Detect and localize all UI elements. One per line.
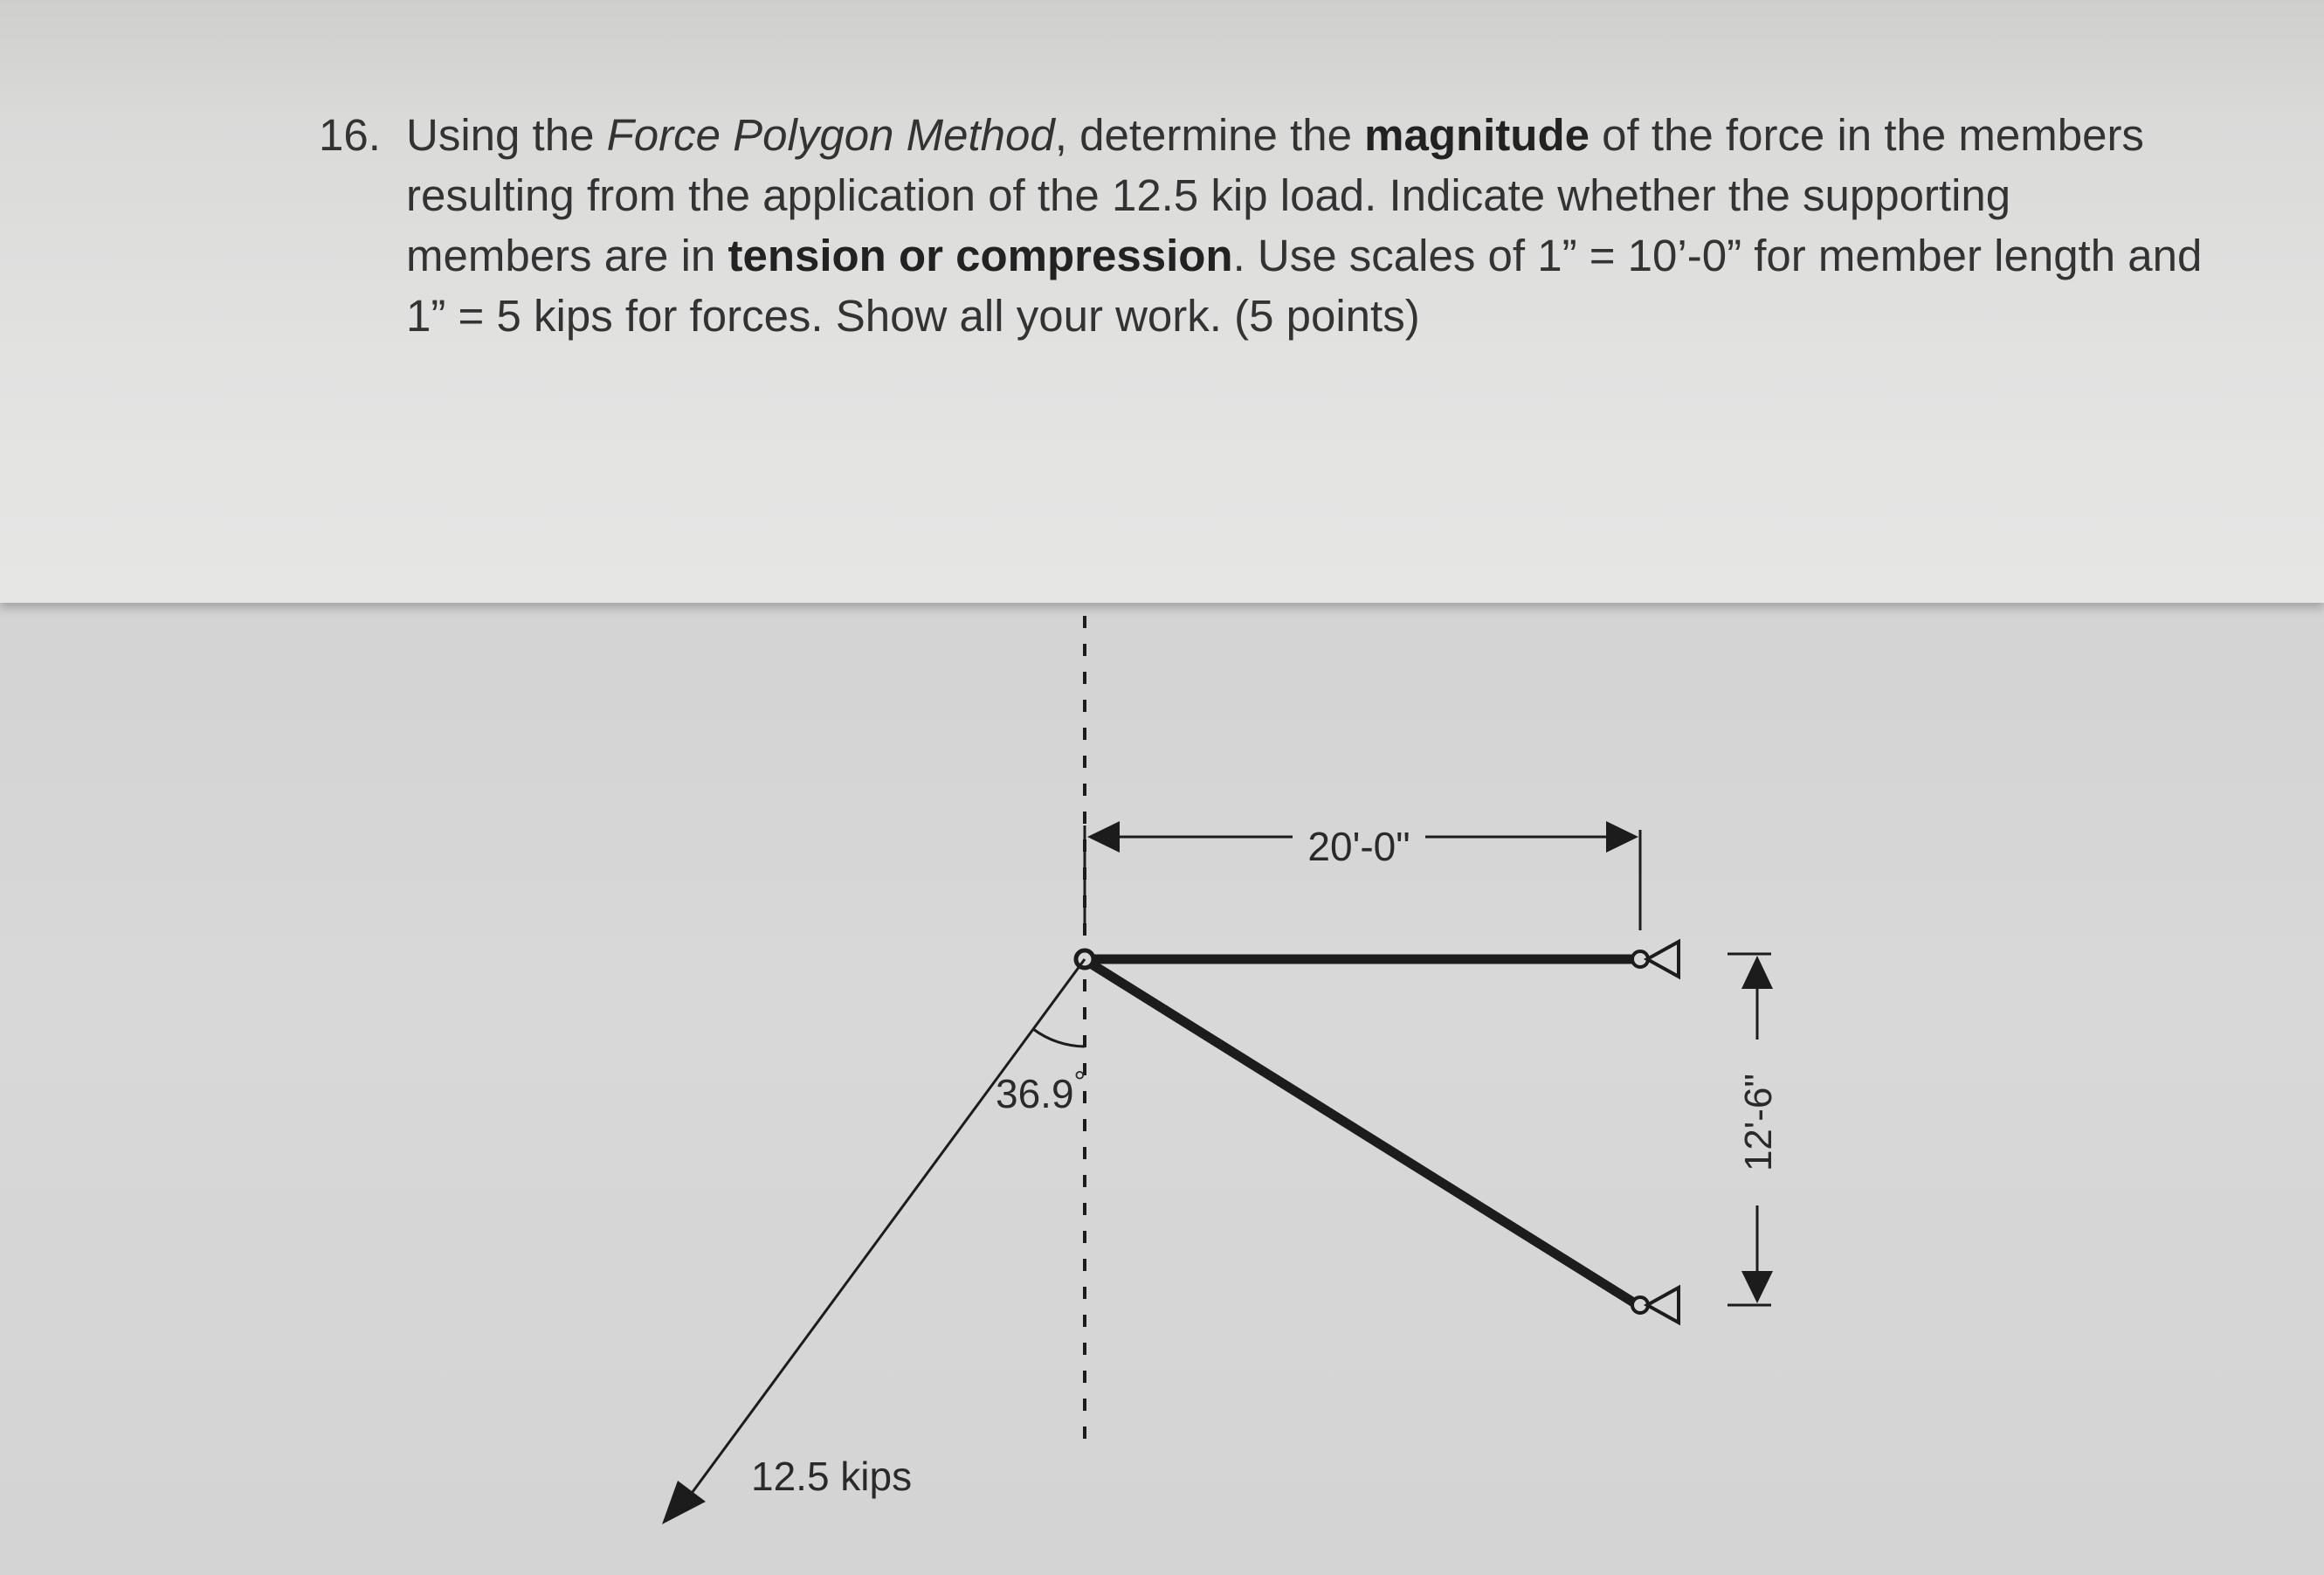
angle-label: 36.9° (996, 1066, 1086, 1116)
question-part: of the force in the members resulting from the application of the 12.5 kip load. Indicate whether the supporting members are in (406, 110, 2144, 280)
width-dimension-label: 20'-0" (1307, 824, 1410, 869)
arrowhead-down (1741, 1271, 1773, 1303)
arrowhead-up (1741, 956, 1773, 989)
question-number: 16. (319, 110, 381, 160)
height-dimension-label: 12'-6" (1737, 1073, 1780, 1172)
question-part: , determine the (1054, 110, 1365, 160)
load-label: 12.5 kips (751, 1454, 913, 1499)
question-part-tension-compression: tension or compression (728, 231, 1233, 280)
question-part-method: Force Polygon Method (606, 110, 1055, 160)
question-part: Using the (406, 110, 607, 160)
load-arrowhead (662, 1481, 706, 1524)
arrowhead-right (1606, 821, 1638, 853)
degree-symbol: ° (1073, 1066, 1086, 1099)
load-line (690, 959, 1085, 1496)
question-part: . Use scales of 1” = 10’-0” for member length and 1” = 5 kips for forces. Show all your work. (5 points) (406, 231, 2203, 341)
question-part-magnitude: magnitude (1364, 110, 1590, 160)
diagonal-member (1086, 961, 1635, 1303)
top-pin-support (1632, 942, 1679, 977)
angle-arc (1033, 1029, 1085, 1047)
width-dimension (1087, 821, 1638, 869)
arrowhead-left (1087, 821, 1120, 853)
bottom-pin-support (1632, 1288, 1679, 1323)
height-dimension (1727, 954, 1780, 1305)
